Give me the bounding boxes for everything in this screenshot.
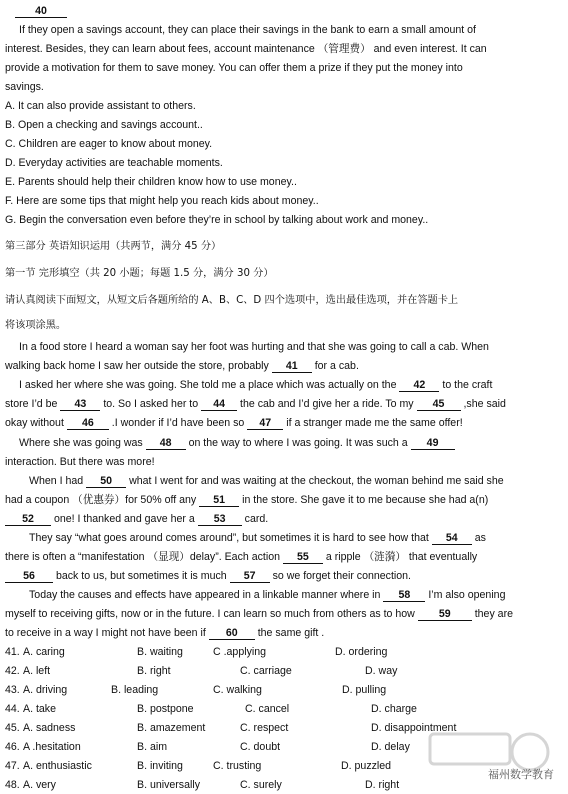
blank-58: 58	[383, 589, 425, 602]
passage-line: When I had 50 what I went for and was waiting at the checkout, the woman behind me said she	[29, 475, 504, 487]
blank-56: 56	[5, 570, 53, 583]
passage-line: I asked her where she was going. She told me a place which was actually on the 42 to the craft	[19, 379, 493, 391]
passage-line: Where she was going was 48 on the way to where I was going. It was such a 49	[19, 436, 455, 450]
passage-line: okay without 46 .I wonder if I’d have been so 47 if a stranger made me the same offer!	[5, 417, 463, 429]
paragraph-line: If they open a savings account, they can place their savings in the bank to earn a small amount of	[19, 24, 476, 36]
blank-40: 40	[15, 5, 67, 18]
passage-line: walking back home I saw her outside the store, probably 41 for a cab.	[5, 360, 359, 372]
option-a: A. It can also provide assistant to others.	[5, 100, 196, 112]
blank-41: 41	[272, 360, 312, 373]
passage-line: myself to receiving gifts, now or in the future. I can learn so much from others as to how 59 they are	[5, 608, 513, 620]
option-d: D. Everyday activities are teachable moments.	[5, 157, 223, 169]
blank-42: 42	[399, 379, 439, 392]
option-c: C. Children are eager to know about money.	[5, 138, 213, 150]
blank-51: 51	[199, 494, 239, 507]
blank-60: 60	[209, 627, 255, 640]
option-g: G. Begin the conversation even before they’re in school by talking about work and money..	[5, 214, 429, 226]
passage-line: to receive in a way I might not have been if 60 the same gift .	[5, 627, 325, 639]
passage-line: had a coupon （优惠券）for 50% off any 51 in the store. She gave it to me because she had a(n)	[5, 494, 489, 506]
blank-44: 44	[201, 398, 237, 411]
passage-line: interaction. But there was more!	[5, 456, 155, 468]
option-b: B. Open a checking and savings account..	[5, 119, 203, 131]
passage-line: In a food store I heard a woman say her foot was hurting and that she was going to call a cab. When	[19, 341, 489, 353]
blank-54: 54	[432, 532, 472, 545]
option-e: E. Parents should help their children know how to use money..	[5, 176, 297, 188]
blank-59: 59	[418, 608, 472, 621]
paragraph-line: provide a motivation for them to save money. You can offer them a prize if they put the money into	[5, 62, 463, 74]
blank-47: 47	[247, 417, 283, 430]
paragraph-line: savings.	[5, 81, 44, 93]
blank-45: 45	[417, 398, 461, 411]
watermark-text: 福州数学教育	[488, 768, 554, 781]
part3-title: 第三部分 英语知识运用（共两节，满分 45 分）	[5, 241, 222, 252]
blank-48: 48	[146, 437, 186, 450]
passage-line: They say “what goes around comes around”, but sometimes it is hard to see how that 54 as	[29, 532, 486, 544]
blank-53: 53	[198, 513, 242, 526]
blank-52: 52	[5, 513, 51, 526]
section1-title: 第一节 完形填空（共 20 小题；每题 1.5 分，满分 30 分）	[5, 268, 274, 279]
passage-line: store I’d be 43 to. So I asked her to 44 the cab and I’d give her a ride. To my 45 ,she said	[5, 398, 506, 410]
paragraph-line: interest. Besides, they can learn about fees, account maintenance （管理费） and even interest. It can	[5, 43, 487, 55]
passage-line: there is often a “manifestation （显现）delay”. Each action 55 a ripple （涟漪） that eventually	[5, 551, 478, 563]
passage-line: Today the causes and effects have appeared in a linkable manner where in 58 I’m also opening	[29, 589, 506, 601]
instructions-line: 请认真阅读下面短文，从短文后各题所给的 A、B、C、D 四个选项中，选出最佳选项，并在答题卡上	[5, 295, 459, 306]
passage-line: 56 back to us, but sometimes it is much 57 so we forget their connection.	[5, 569, 411, 583]
blank-55: 55	[283, 551, 323, 564]
blank-46: 46	[67, 417, 109, 430]
blank-40-line	[15, 4, 67, 18]
blank-43: 43	[60, 398, 100, 411]
option-f: F. Here are some tips that might help you reach kids about money..	[5, 195, 319, 207]
blank-50: 50	[86, 475, 126, 488]
blank-57: 57	[230, 570, 270, 583]
passage-line: 52 one! I thanked and gave her a 53 card.	[5, 512, 268, 526]
instructions-line: 将该项涂黑。	[5, 320, 67, 331]
blank-49: 49	[411, 437, 455, 450]
